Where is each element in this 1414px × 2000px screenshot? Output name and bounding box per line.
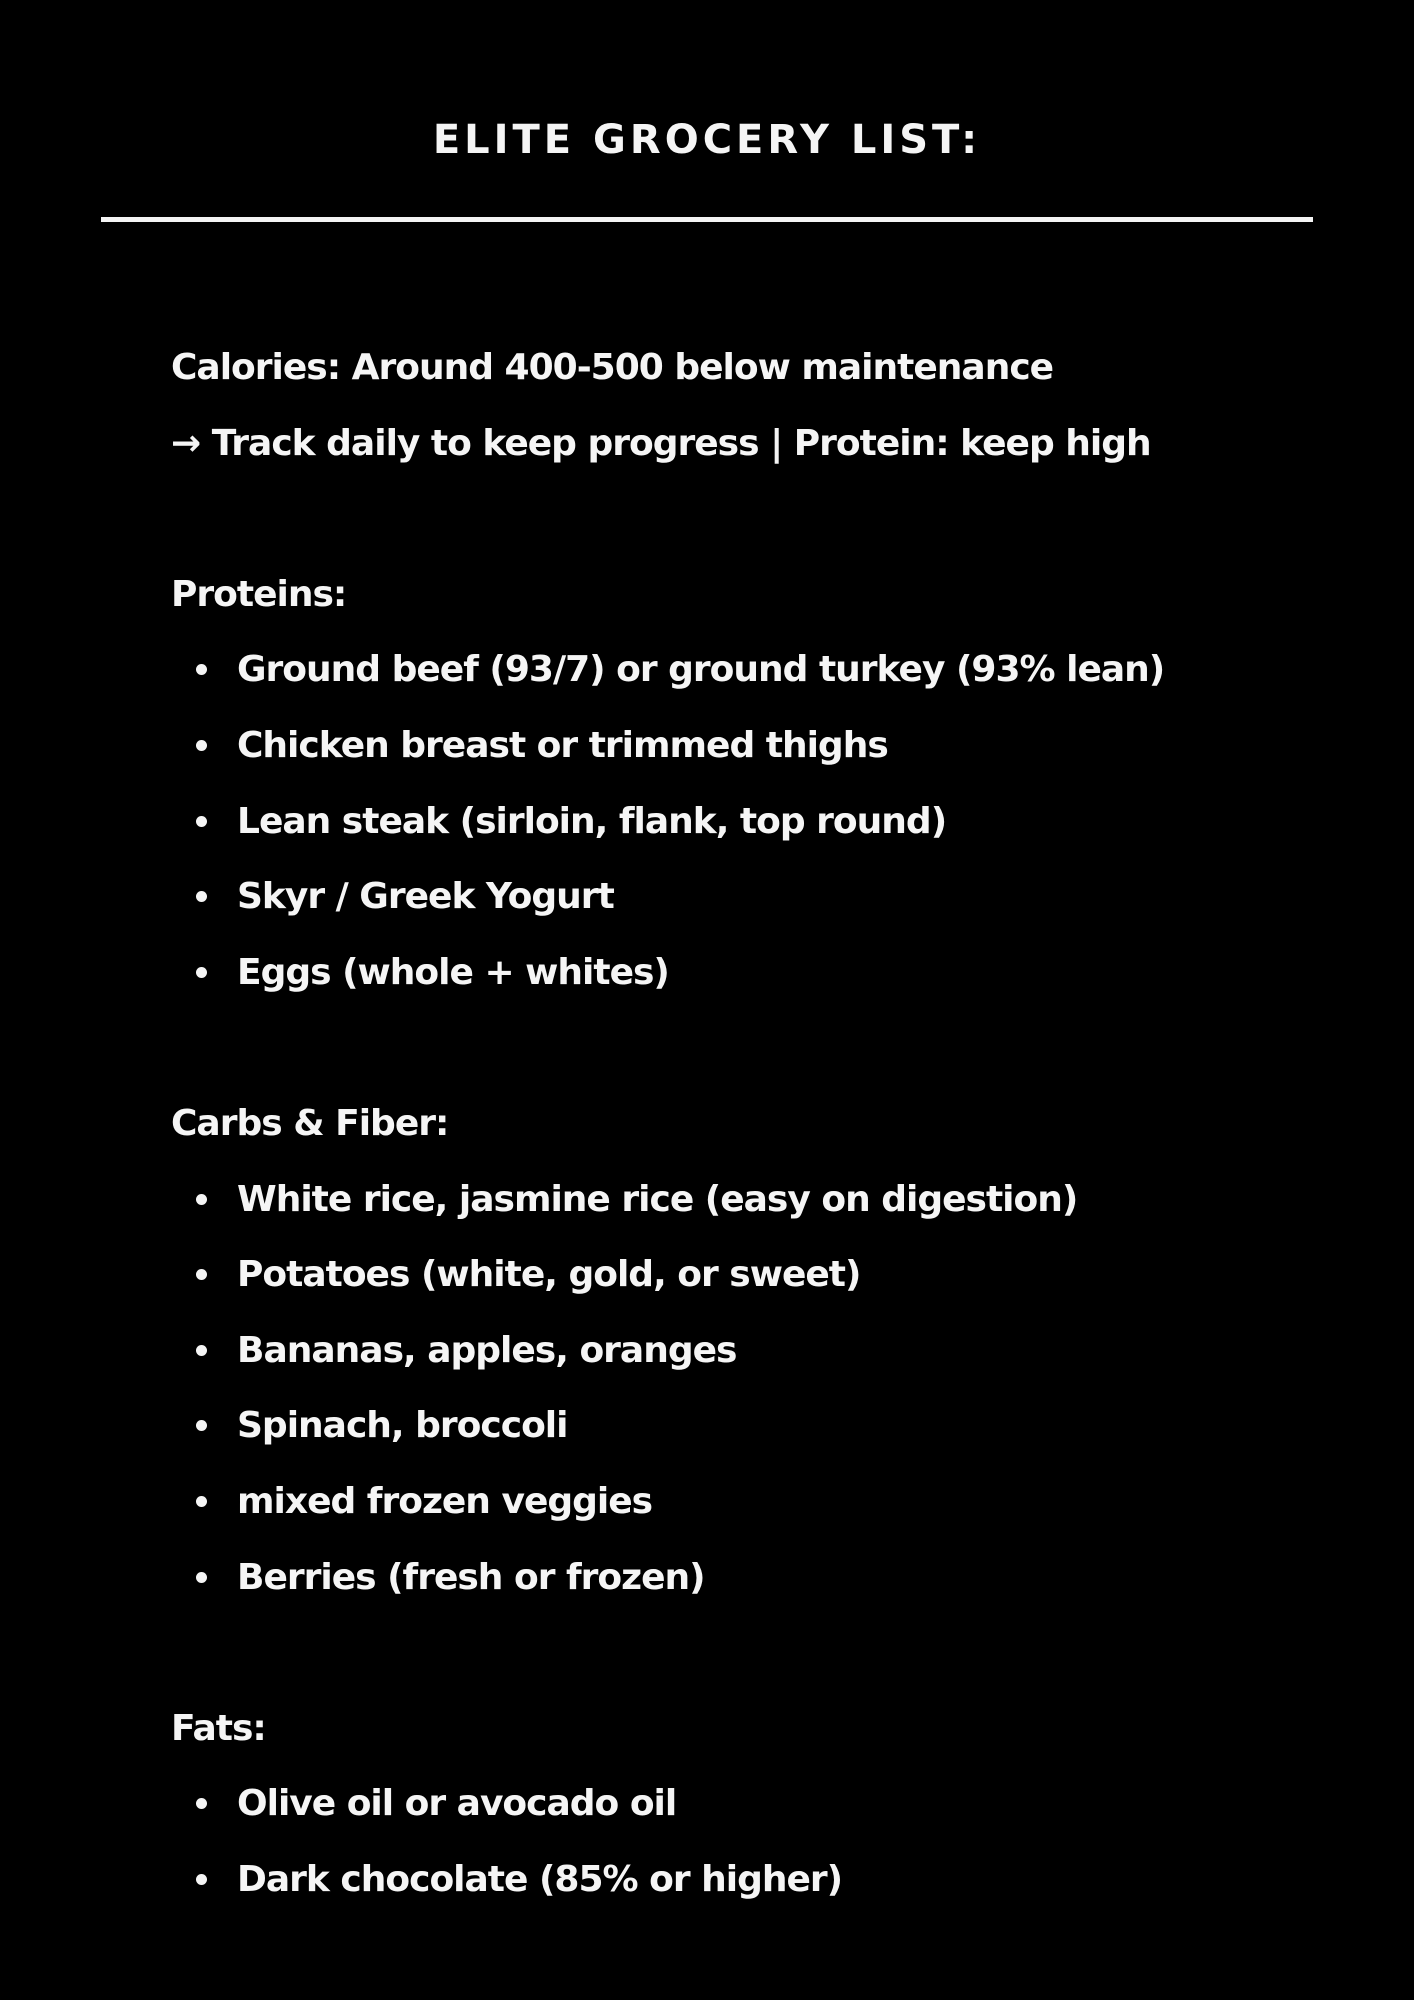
list-item — [171, 632, 1321, 708]
bullet-icon — [196, 891, 207, 902]
fats-section — [171, 1691, 1321, 1918]
carbs-heading: Carbs & Fiber: — [171, 1102, 449, 1144]
list-item-label: Lean steak (sirloin, flank, top round) — [237, 800, 947, 842]
carbs-section — [171, 1086, 1321, 1615]
fats-list — [171, 1766, 1321, 1917]
list-item — [171, 1464, 1321, 1540]
bullet-icon — [196, 967, 207, 978]
list-item-label: Berries (fresh or frozen) — [237, 1556, 705, 1598]
list-item — [171, 1162, 1321, 1238]
bullet-icon — [196, 1496, 207, 1507]
list-item-label: mixed frozen veggies — [237, 1480, 653, 1522]
grocery-list — [171, 330, 1321, 1917]
bullet-icon — [196, 1269, 207, 1280]
bullet-icon — [196, 1194, 207, 1205]
list-item-label: Bananas, apples, oranges — [237, 1329, 737, 1371]
list-item-label: Spinach, broccoli — [237, 1405, 568, 1447]
list-item-label: Potatoes (white, gold, or sweet) — [237, 1254, 861, 1296]
list-item-label: Dark chocolate (85% or higher) — [237, 1858, 843, 1900]
list-item-label: Skyr / Greek Yogurt — [237, 876, 614, 918]
list-item — [171, 1540, 1321, 1616]
list-item — [171, 1237, 1321, 1313]
bullet-icon — [196, 1572, 207, 1583]
bullet-icon — [196, 1874, 207, 1885]
list-item — [171, 1842, 1321, 1918]
list-item-label: White rice, jasmine rice (easy on digestion) — [237, 1178, 1078, 1220]
list-item — [171, 1766, 1321, 1842]
bullet-icon — [196, 816, 207, 827]
title-divider — [101, 217, 1313, 222]
list-item — [171, 935, 1321, 1011]
section-spacer — [171, 1010, 1321, 1086]
bullet-icon — [196, 664, 207, 675]
list-item-label: Olive oil or avocado oil — [237, 1783, 677, 1825]
page-title: ELITE GROCERY LIST: — [432, 117, 982, 163]
list-item — [171, 1388, 1321, 1464]
list-item — [171, 859, 1321, 935]
fats-heading: Fats: — [171, 1707, 266, 1749]
bullet-icon — [196, 1798, 207, 1809]
list-item — [171, 1313, 1321, 1389]
list-item — [171, 708, 1321, 784]
section-spacer — [171, 481, 1321, 557]
proteins-list — [171, 632, 1321, 1010]
carbs-list — [171, 1162, 1321, 1616]
list-item-label: Chicken breast or trimmed thighs — [237, 724, 888, 766]
bullet-icon — [196, 1345, 207, 1356]
bullet-icon — [196, 740, 207, 751]
bullet-icon — [196, 1420, 207, 1431]
proteins-section — [171, 557, 1321, 1011]
calories-note: Calories: Around 400-500 below maintenance — [171, 347, 1054, 388]
list-item — [171, 784, 1321, 860]
proteins-heading: Proteins: — [171, 573, 347, 615]
section-spacer — [171, 1615, 1321, 1691]
list-item-label: Eggs (whole + whites) — [237, 951, 669, 993]
list-item-label: Ground beef (93/7) or ground turkey (93% lean) — [237, 649, 1165, 691]
tracking-note: → Track daily to keep progress | Protein: keep high — [171, 422, 1151, 464]
